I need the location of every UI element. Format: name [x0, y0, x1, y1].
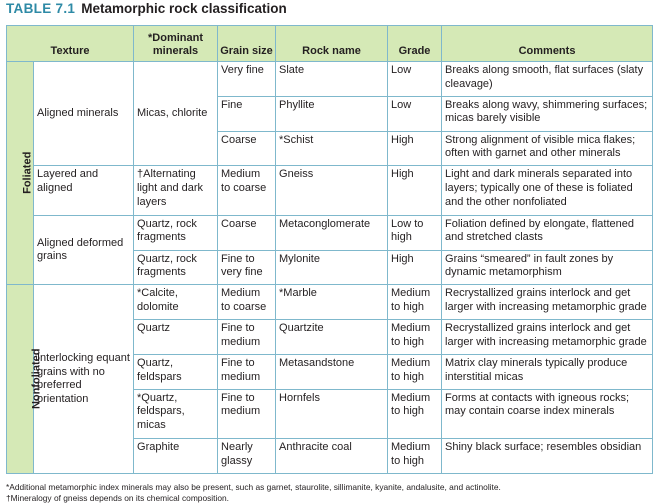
grade-cell: High	[388, 131, 442, 166]
header-minerals: *Dominant minerals	[134, 26, 218, 62]
grain-cell: Nearly glassy	[218, 439, 276, 474]
rock-cell: Mylonite	[276, 250, 388, 285]
comments-cell: Forms at contacts with igneous rocks; may contain coarse index minerals	[442, 389, 653, 438]
rock-cell: *Schist	[276, 131, 388, 166]
rock-cell: Quartzite	[276, 320, 388, 355]
rock-cell: Hornfels	[276, 389, 388, 438]
table-row	[7, 285, 653, 320]
grain-cell: Medium to coarse	[218, 166, 276, 215]
grade-cell: Medium to high	[388, 354, 442, 389]
grain-cell: Very fine	[218, 62, 276, 97]
header-texture: Texture	[7, 26, 134, 62]
texture-cell: Layered and aligned	[34, 166, 134, 215]
grade-cell: Medium to high	[388, 320, 442, 355]
footnotes	[6, 482, 652, 504]
texture-cell: Aligned minerals	[34, 62, 134, 166]
table-row	[7, 166, 653, 215]
minerals-cell: *Calcite, dolomite	[134, 285, 218, 320]
grade-cell: Medium to high	[388, 389, 442, 438]
minerals-cell: Quartz	[134, 320, 218, 355]
minerals-cell: Micas, chlorite	[134, 62, 218, 166]
header-row	[7, 26, 653, 62]
comments-cell: Matrix clay minerals typically produce interstitial micas	[442, 354, 653, 389]
grade-cell: Low to high	[388, 215, 442, 250]
grade-cell: Low	[388, 96, 442, 131]
grade-cell: Medium to high	[388, 439, 442, 474]
grade-cell: High	[388, 166, 442, 215]
rock-cell: Metasandstone	[276, 354, 388, 389]
grade-cell: Low	[388, 62, 442, 97]
rock-cell: Slate	[276, 62, 388, 97]
minerals-cell: Quartz, rock fragments	[134, 250, 218, 285]
grain-cell: Coarse	[218, 215, 276, 250]
group-label: Foliated	[21, 152, 34, 195]
minerals-cell: Graphite	[134, 439, 218, 474]
group-nonfoliated	[7, 285, 43, 474]
footnote: †Mineralogy of gneiss depends on its chemical composition.	[6, 493, 229, 503]
grain-cell: Fine to medium	[218, 354, 276, 389]
grade-cell: Medium to high	[388, 285, 442, 320]
comments-cell: Shiny black surface; resembles obsidian	[442, 439, 653, 474]
comments-cell: Strong alignment of visible mica flakes; often with garnet and other minerals	[442, 131, 653, 166]
table-row	[7, 62, 653, 97]
comments-cell: Recrystallized grains interlock and get larger with increasing metamorphic grade	[442, 320, 653, 355]
grade-cell: High	[388, 250, 442, 285]
comments-cell: Foliation defined by elongate, flattened and stretched clasts	[442, 215, 653, 250]
rock-cell: Anthracite coal	[276, 439, 388, 474]
comments-cell: Light and dark minerals separated into layers; typically one of these is foliated and the other nonfoliated	[442, 166, 653, 215]
table-number: TABLE 7.1	[6, 1, 76, 16]
comments-cell: Grains “smeared” in fault zones by dynamic metamorphism	[442, 250, 653, 285]
rock-cell: Phyllite	[276, 96, 388, 131]
grain-cell: Fine to very fine	[218, 250, 276, 285]
rock-cell: Gneiss	[276, 166, 388, 215]
comments-cell: Breaks along smooth, flat surfaces (slaty cleavage)	[442, 62, 653, 97]
header-grain-size: Grain size	[218, 26, 276, 62]
header-comments: Comments	[442, 26, 653, 62]
table-name: Metamorphic rock classification	[81, 1, 287, 16]
table-row	[7, 215, 653, 250]
group-label: Nonfoliated	[30, 348, 43, 410]
classification-table	[6, 25, 653, 474]
rock-cell: Metaconglomerate	[276, 215, 388, 250]
footnote: *Additional metamorphic index minerals may also be present, such as garnet, staurolite, sillimanite, kyanite, andalusite, and actinolite.	[6, 482, 501, 492]
rock-cell: *Marble	[276, 285, 388, 320]
minerals-cell: †Alternating light and dark layers	[134, 166, 218, 215]
minerals-cell: *Quartz, feldspars, micas	[134, 389, 218, 438]
group-foliated	[7, 62, 34, 285]
grain-cell: Fine to medium	[218, 320, 276, 355]
minerals-cell: Quartz, rock fragments	[134, 215, 218, 250]
texture-cell: Aligned deformed grains	[34, 215, 134, 285]
comments-cell: Recrystallized grains interlock and get larger with increasing metamorphic grade	[442, 285, 653, 320]
grain-cell: Fine	[218, 96, 276, 131]
grain-cell: Coarse	[218, 131, 276, 166]
header-grade: Grade	[388, 26, 442, 62]
grain-cell: Medium to coarse	[218, 285, 276, 320]
minerals-cell: Quartz, feldspars	[134, 354, 218, 389]
comments-cell: Breaks along wavy, shimmering surfaces; micas barely visible	[442, 96, 653, 131]
grain-cell: Fine to medium	[218, 389, 276, 438]
texture-cell: Interlocking equant grains with no preferred orientation	[34, 285, 134, 474]
table-title	[6, 0, 287, 18]
header-rock-name: Rock name	[276, 26, 388, 62]
